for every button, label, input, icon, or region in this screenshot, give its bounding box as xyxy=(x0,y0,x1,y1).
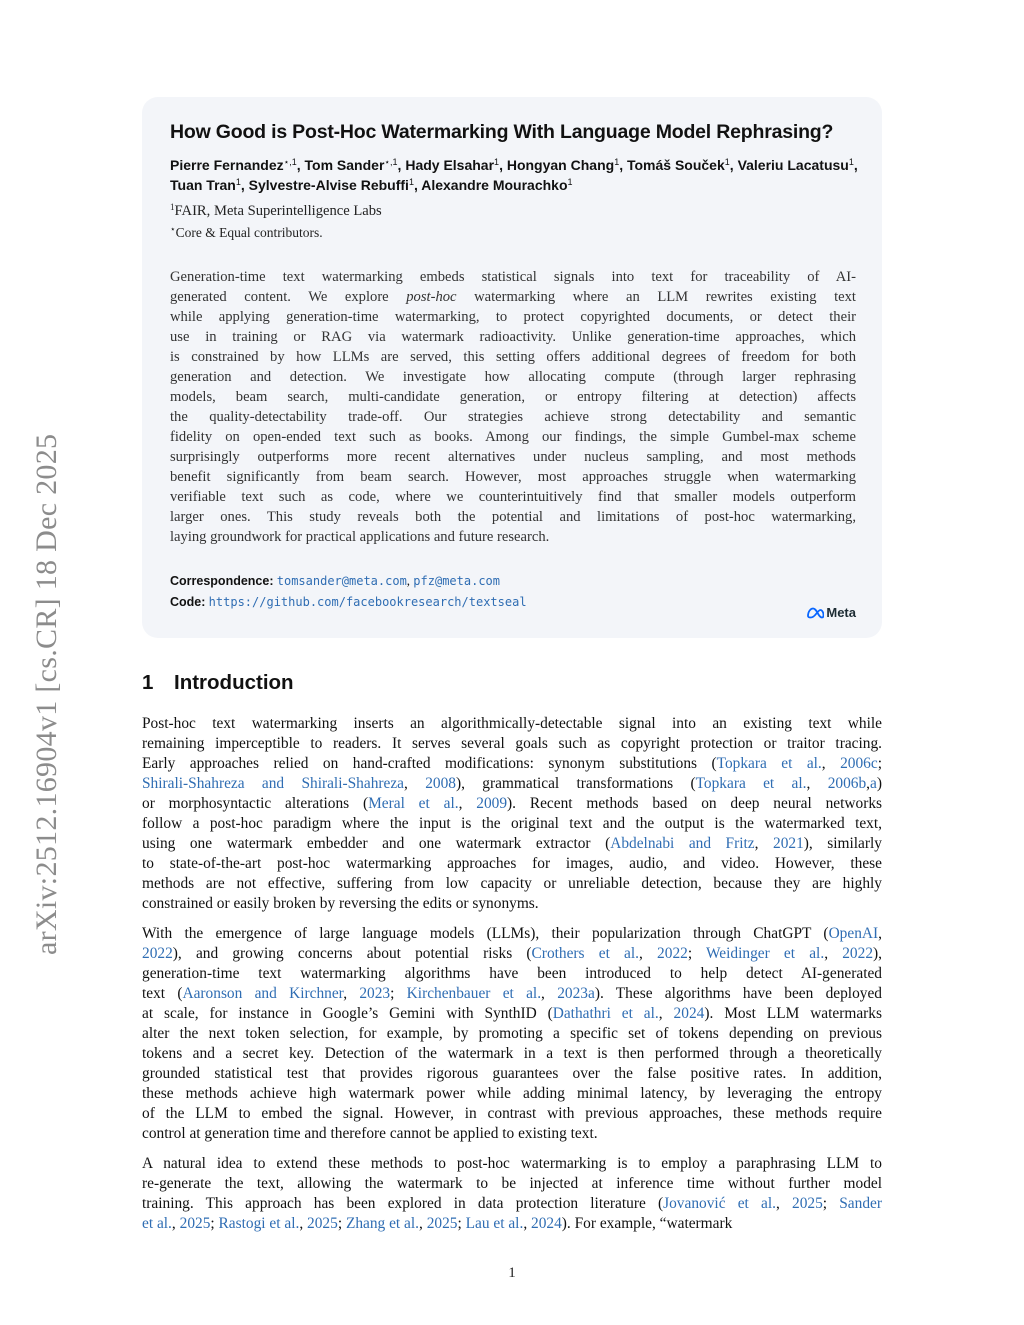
citation-link[interactable]: a xyxy=(870,775,877,792)
author-name: Sylvestre-Alvise Rebuffi xyxy=(248,177,409,193)
abstract-line: the quality-detectability trade-off. Our strategies achieve strong detectability and semantic xyxy=(170,409,856,425)
text-line: methods are not effective, suffering from low capacity or unreliable detection, because they are highly xyxy=(142,875,882,892)
author-affiliation-mark: 1 xyxy=(724,157,730,167)
citation-link[interactable]: 2024 xyxy=(673,1005,705,1022)
code-url-link[interactable]: https://github.com/facebookresearch/textseal xyxy=(208,595,527,609)
author-name: Tom Sander xyxy=(304,157,385,173)
citation-link[interactable]: 2023a xyxy=(557,985,595,1002)
text-line: at scale, for instance in Google’s Gemini with SynthID (Dathathri et al., 2024). Most LLM watermarks xyxy=(142,1005,882,1022)
arxiv-identifier-stamp: arXiv:2512.16904v1 [cs.CR] 18 Dec 2025 xyxy=(30,433,63,955)
text-line: these methods achieve high watermark power while adding minimal latency, by leveraging the entropy xyxy=(142,1085,882,1102)
abstract-line: use in training or RAG via watermark radioactivity. Unlike generation-time approaches, which xyxy=(170,329,856,345)
citation-link[interactable]: Abdelnabi and Fritz xyxy=(610,835,755,852)
paragraph xyxy=(142,924,882,1144)
abstract-line: is constrained by how LLMs are served, this setting offers additional degrees of freedom for both xyxy=(170,349,856,365)
author-name: Hongyan Chang xyxy=(506,157,615,173)
text-line: et al., 2025; Rastogi et al., 2025; Zhang et al., 2025; Lau et al., 2024). For example, “watermark xyxy=(142,1215,733,1232)
author-affiliation-mark: ⋆,1 xyxy=(384,157,398,167)
paper-title: How Good is Post-Hoc Watermarking With Language Model Rephrasing? xyxy=(170,121,834,143)
paragraph xyxy=(142,1154,882,1234)
citation-link[interactable]: Topkara et al. xyxy=(716,755,822,772)
author-affiliation-mark: 1 xyxy=(235,177,241,187)
abstract-line: models, beam search, multi-candidate generation, or entropy filtering at detection) affects xyxy=(170,389,856,405)
author-name: Alexandre Mourachko xyxy=(421,177,568,193)
text-line: A natural idea to extend these methods to post-hoc watermarking is to employ a paraphrasing LLM to xyxy=(142,1155,882,1172)
author-affiliation-mark: 1 xyxy=(567,177,573,187)
section-heading xyxy=(142,671,294,695)
text-line: of the LLM to embed the signal. However, in contrast with previous approaches, these methods require xyxy=(142,1105,882,1122)
text-line: Early approaches relied on hand-crafted modifications: synonym substitutions (Topkara et al., 2006c; xyxy=(142,755,882,772)
abstract-line: while applying generation-time watermarking, to protect copyrighted documents, or detect their xyxy=(170,309,856,325)
abstract-line: verifiable text such as code, where we counterintuitively find that smaller models outperform xyxy=(170,489,856,505)
author-list: Pierre Fernandez$^{⋆,1}$, Tom Sander$^{⋆,1}$, Hady Elsahar$^1$, Hongyan Chang$^1$, Tomáš Souček$^1$, Valeriu Lacatusu$^1$, Tuan Tran$^1$, Sylvestre-Alvise Rebuffi$^1$, Alexandre Mourachko$^1$ xyxy=(170,157,858,193)
text-line: training. This approach has been explored in data protection literature (Jovanović et al., 2025; Sander xyxy=(142,1195,882,1212)
citation-link[interactable]: et al. xyxy=(142,1215,172,1232)
citation-link[interactable]: 2025 xyxy=(307,1215,338,1232)
author-name: Tuan Tran xyxy=(170,177,236,193)
citation-link[interactable]: Topkara et al. xyxy=(695,775,807,792)
text-line: constrained or easily broken by reversing the edits or synonyms. xyxy=(142,895,539,912)
text-line: grounded statistical test that provides rigorous guarantees over the false positive rates. In addition, xyxy=(142,1065,882,1082)
citation-link[interactable]: 2022 xyxy=(657,945,688,962)
meta-logo-text: Meta xyxy=(826,605,856,620)
text-line: Post-hoc text watermarking inserts an algorithmically-detectable signal into an existing text while xyxy=(142,715,882,732)
citation-link[interactable]: Lau et al. xyxy=(465,1215,524,1232)
citation-link[interactable]: 2025 xyxy=(792,1195,823,1212)
page-number: 1 xyxy=(508,1265,516,1281)
text-line: alter the next token selection, for example, by promoting a specific set of tokens depending on previous xyxy=(142,1025,882,1042)
code-label: Code: xyxy=(170,595,206,609)
citation-link[interactable]: 2025 xyxy=(179,1215,211,1232)
text-line: 2022), and growing concerns about potential risks (Crothers et al., 2022; Weidinger et al., 2022), xyxy=(142,945,882,962)
meta-logo xyxy=(806,605,856,620)
text-line: control at generation time and therefore cannot be applied to existing text. xyxy=(142,1125,598,1142)
author-name: Pierre Fernandez xyxy=(170,157,284,173)
citation-link[interactable]: Shirali-Shahreza and Shirali-Shahreza xyxy=(142,775,405,792)
text-line: remaining imperceptible to readers. It serves several goals such as copyright protection or traitor tracing. xyxy=(142,735,882,752)
correspondence-email-link[interactable]: pfz@meta.com xyxy=(413,574,500,588)
citation-link[interactable]: 2022 xyxy=(842,945,874,962)
citation-link[interactable]: 2009 xyxy=(476,795,508,812)
text-line: Shirali-Shahreza and Shirali-Shahreza, 2008), grammatical transformations (Topkara et al., 2006b,a) xyxy=(142,775,883,792)
abstract-line: surprisingly outperforms more recent alternatives under nucleus sampling, and most methods xyxy=(170,449,856,465)
author-name: Hady Elsahar xyxy=(405,157,495,173)
text-line: re-generate the text, allowing the watermark to be injected at inference time without further model xyxy=(142,1175,882,1192)
citation-link[interactable]: Dathathri et al. xyxy=(552,1005,659,1022)
citation-link[interactable]: OpenAI xyxy=(828,925,879,942)
author-affiliation-mark: 1 xyxy=(408,177,414,187)
citation-link[interactable]: Rastogi et al. xyxy=(218,1215,300,1232)
abstract-line: laying groundwork for practical applications and future research. xyxy=(170,529,550,545)
citation-link[interactable]: 2008 xyxy=(425,775,456,792)
citation-link[interactable]: 2021 xyxy=(773,835,804,852)
abstract-line: benefit significantly from beam search. However, most approaches struggle when watermarking xyxy=(170,469,856,485)
citation-link[interactable]: Meral et al. xyxy=(368,795,459,812)
abstract-line: Generation-time text watermarking embeds statistical signals into text for traceability of AI- xyxy=(170,269,856,285)
citation-link[interactable]: 2023 xyxy=(359,985,391,1002)
citation-link[interactable]: 2006b xyxy=(827,775,867,792)
contribution-note: ⋆Core & Equal contributors. xyxy=(170,224,323,240)
abstract-line: larger ones. This study reveals both the potential and limitations of post-hoc watermarking, xyxy=(170,509,856,525)
introduction-body xyxy=(142,714,882,1244)
code-row xyxy=(170,594,527,610)
affiliation: $^1$FAIR, Meta Superintelligence Labs xyxy=(170,202,382,219)
citation-link[interactable]: Weidinger et al. xyxy=(706,945,825,962)
abstract-line: generated content. We explore post-hoc watermarking where an LLM rewrites existing text xyxy=(170,289,856,305)
citation-link[interactable]: Zhang et al. xyxy=(345,1215,420,1232)
author-affiliation-mark: 1 xyxy=(848,157,854,167)
correspondence-label: Correspondence: xyxy=(170,574,274,588)
text-line: using one watermark embedder and one watermark extractor (Abdelnabi and Fritz, 2021), similarly xyxy=(142,835,882,852)
citation-link[interactable]: Kirchenbauer et al. xyxy=(406,985,542,1002)
citation-link[interactable]: Crothers et al. xyxy=(531,945,639,962)
section-title: Introduction xyxy=(174,671,294,694)
author-name: Tomáš Souček xyxy=(626,157,725,173)
text-line: text (Aaronson and Kirchner, 2023; Kirchenbauer et al., 2023a). These algorithms have been deployed xyxy=(142,985,882,1002)
citation-link[interactable]: Aaronson and Kirchner xyxy=(182,985,344,1002)
header-card xyxy=(142,97,882,638)
paragraph xyxy=(142,714,882,914)
text-line: or morphosyntactic alterations (Meral et al., 2009). Recent methods based on deep neural networks xyxy=(142,795,883,812)
text-line: generation-time text watermarking algorithms have been introduced to help detect AI-generated xyxy=(142,965,882,982)
section-number: 1 xyxy=(142,671,154,694)
text-line: With the emergence of large language models (LLMs), their popularization through ChatGPT (OpenAI, xyxy=(142,925,882,942)
citation-link[interactable]: 2006c xyxy=(840,755,878,772)
citation-link[interactable]: 2024 xyxy=(531,1215,562,1232)
abstract-line: generation and detection. We investigate how allocating compute (through larger rephrasing xyxy=(170,369,856,385)
author-affiliation-mark: ⋆,1 xyxy=(283,157,297,167)
meta-infinity-icon xyxy=(806,607,824,619)
citation-link[interactable]: Jovanović et al. xyxy=(663,1195,776,1212)
author-affiliation-mark: 1 xyxy=(494,157,500,167)
citation-link[interactable]: 2022 xyxy=(142,945,173,962)
citation-link[interactable]: Sander xyxy=(839,1195,882,1212)
text-line: to state-of-the-art post-hoc watermarking approaches for images, audio, and video. However, these xyxy=(142,855,882,872)
citation-link[interactable]: 2025 xyxy=(426,1215,458,1232)
abstract xyxy=(170,267,856,547)
abstract-line: fidelity on open-ended text such as books. Among our findings, the simple Gumbel-max scheme xyxy=(170,429,856,445)
author-name: Valeriu Lacatusu xyxy=(737,157,849,173)
correspondence-email-link[interactable]: tomsander@meta.com xyxy=(276,574,407,588)
author-affiliation-mark: 1 xyxy=(614,157,620,167)
correspondence-row: Correspondence: tomsander@meta.com, pfz@meta.com xyxy=(170,573,500,588)
text-line: follow a post-hoc paradigm where the input is the original text and the output is the watermarked text, xyxy=(142,815,882,832)
text-line: tokens and a secret key. Detection of the watermark in a text is then performed through a theoretically xyxy=(142,1045,882,1062)
